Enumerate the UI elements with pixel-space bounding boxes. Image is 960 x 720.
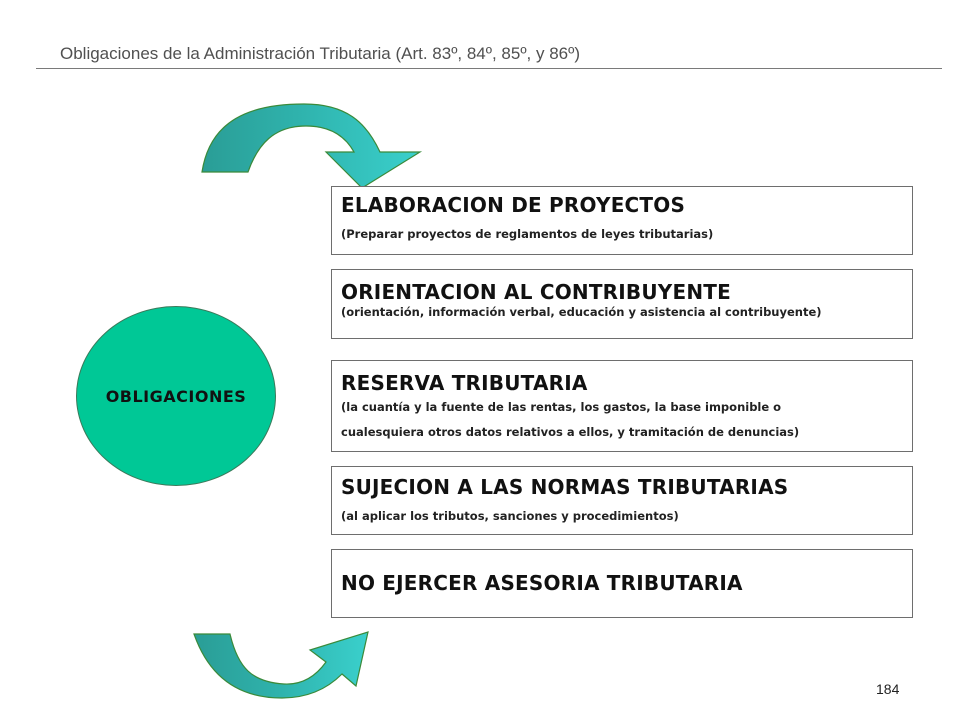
curved-arrow-up-icon bbox=[192, 628, 374, 700]
page-number: 184 bbox=[876, 681, 900, 697]
obligaciones-node bbox=[76, 306, 276, 486]
box-no-asesoria bbox=[331, 549, 913, 618]
box-title: RESERVA TRIBUTARIA bbox=[341, 371, 588, 395]
box-detail: (orientación, información verbal, educación y asistencia al contribuyente) bbox=[341, 305, 822, 319]
box-orientacion-contribuyente bbox=[331, 269, 913, 339]
box-detail: (al aplicar los tributos, sanciones y procedimientos) bbox=[341, 509, 679, 523]
box-title: ORIENTACION AL CONTRIBUYENTE bbox=[341, 280, 731, 304]
box-reserva-tributaria bbox=[331, 360, 913, 452]
box-title: ELABORACION DE PROYECTOS bbox=[341, 193, 686, 217]
box-detail: (la cuantía y la fuente de las rentas, los gastos, la base imponible o cualesquiera otros datos relativos a ellos, y tramitación de denuncias) bbox=[341, 400, 800, 439]
curved-arrow-down-icon bbox=[196, 100, 428, 190]
box-detail: (Preparar proyectos de reglamentos de leyes tributarias) bbox=[341, 227, 714, 241]
box-title: SUJECION A LAS NORMAS TRIBUTARIAS bbox=[341, 475, 789, 499]
title-underline bbox=[36, 68, 942, 69]
box-elaboracion-proyectos bbox=[331, 186, 913, 255]
obligaciones-label: OBLIGACIONES bbox=[105, 386, 247, 406]
box-sujecion-normas bbox=[331, 466, 913, 535]
page-title: Obligaciones de la Administración Tributaria (Art. 83º, 84º, 85º, y 86º) bbox=[60, 44, 580, 63]
box-title: NO EJERCER ASESORIA TRIBUTARIA bbox=[341, 571, 743, 595]
